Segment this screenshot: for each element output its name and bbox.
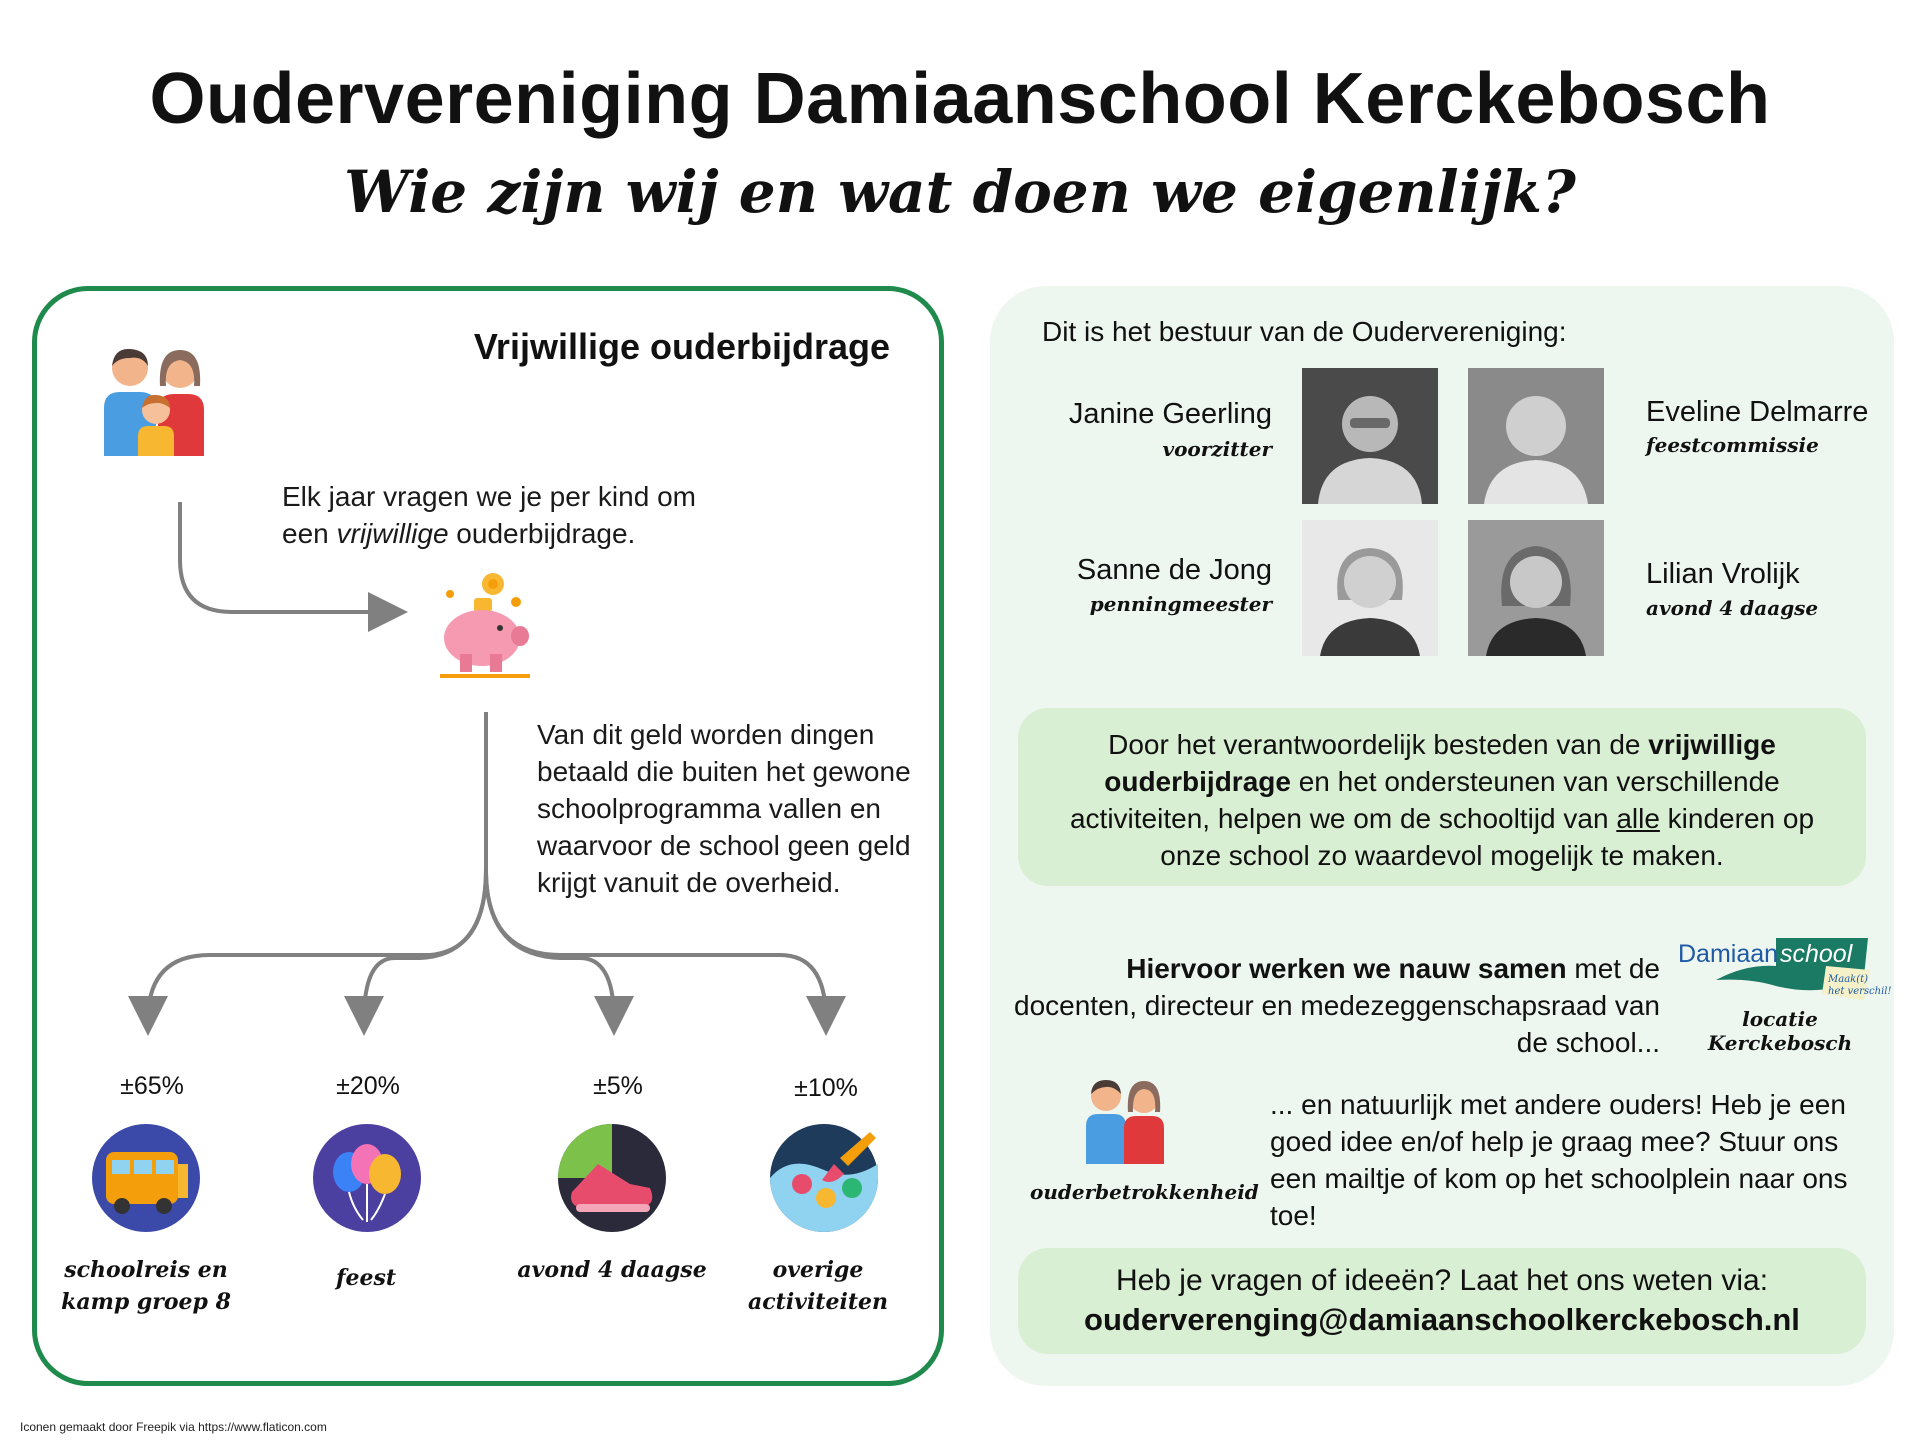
collaboration-bold: Hiervoor werken we nauw samen <box>1126 953 1567 984</box>
category-label-avond4daagse <box>512 1254 712 1286</box>
contact-email-link[interactable]: ouderverenging@damiaanschoolkerckebosch.nl <box>1084 1302 1800 1337</box>
member-name: Sanne de Jong <box>1076 554 1272 586</box>
member-photo-avatar <box>1468 368 1604 504</box>
category-label-schoolreis <box>46 1254 246 1318</box>
member-name: Janine Geerling <box>1068 398 1272 430</box>
intro-text: een <box>282 518 337 549</box>
category-label-line: avond 4 daagse <box>517 1257 707 1283</box>
page-subtitle: Wie zijn wij en wat doen we eigenlijk? <box>344 158 1576 226</box>
member-photo-avatar <box>1302 520 1438 656</box>
intro-emphasis: vrijwillige <box>336 518 449 549</box>
ouderbijdrage-title: Vrijwillige ouderbijdrage <box>473 326 890 367</box>
category-percent: ±20% <box>336 1072 400 1100</box>
category-label-line: schoolreis en <box>64 1257 228 1283</box>
member-photo-avatar <box>1302 368 1438 504</box>
logo-tagline-1: Maak(t) <box>1828 974 1869 985</box>
category-label-line: feest <box>335 1265 396 1291</box>
collaboration-text <box>1000 950 1660 1061</box>
ouderbijdrage-description: Van dit geld worden dingen betaald die buiten het gewone schoolprogramma vallen en waarvoor de school geen geld krijgt vanuit de overheid. <box>537 719 911 898</box>
mission-text-underline: alle <box>1616 803 1660 834</box>
category-label-line: overige <box>772 1257 864 1283</box>
member-name: Lilian Vrolijk <box>1646 558 1800 590</box>
icon-credits: Iconen gemaakt door Freepik via https://www.flaticon.com <box>20 1420 327 1434</box>
member-role: penningmeester <box>1089 592 1272 616</box>
category-percent: ±5% <box>593 1072 643 1100</box>
member-photo-avatar <box>1468 520 1604 656</box>
member-role: voorzitter <box>1162 437 1272 461</box>
parents-text: ... en natuurlijk met andere ouders! Heb je een goed idee en/of help je graag mee? Stuur ons een mailtje of kom op het schoolplein naar ons toe! <box>1270 1089 1848 1231</box>
category-percent: ±10% <box>794 1074 858 1102</box>
board-heading: Dit is het bestuur van de Oudervereniging: <box>1042 316 1567 347</box>
mission-text-part: en het ondersteunen van verschillende activiteiten, helpen we om de schooltijd van <box>1069 766 1780 834</box>
mission-text-part: kinderen op onze school zo waardevol mogelijk te maken. <box>1160 803 1815 871</box>
intro-line-1: Elk jaar vragen we je per kind om <box>282 481 696 512</box>
page-title: Oudervereniging Damiaanschool Kerckebosch <box>149 59 1771 139</box>
category-percent: ±65% <box>120 1072 184 1100</box>
intro-text-end: ouderbijdrage. <box>448 518 636 549</box>
logo-word-2: school <box>1780 940 1853 968</box>
paint-palette-icon <box>770 1124 878 1232</box>
logo-tagline-2: het verschil! <box>1828 986 1892 997</box>
mission-text-part: Door het verantwoordelijk besteden van de <box>1108 729 1649 760</box>
category-label-feest <box>266 1262 466 1294</box>
logo-word-1: Damiaan <box>1678 940 1779 968</box>
parents-caption: ouderbetrokkenheid <box>1030 1180 1259 1204</box>
category-label-line: kamp groep 8 <box>61 1289 231 1315</box>
school-bus-icon <box>92 1124 200 1232</box>
balloons-icon <box>313 1124 421 1232</box>
member-role: feestcommissie <box>1646 433 1819 457</box>
category-label-overige <box>718 1254 918 1318</box>
member-name: Eveline Delmarre <box>1646 396 1869 428</box>
sneaker-icon <box>558 1124 666 1232</box>
mission-text-bold: vrijwillige ouderbijdrage <box>1104 729 1776 797</box>
damiaanschool-logo <box>1676 936 1892 1006</box>
mission-text <box>1038 726 1846 874</box>
member-role: avond 4 daagse <box>1646 596 1819 620</box>
collaboration-rest: met de docenten, directeur en medezeggenschapsraad van de school... <box>1014 953 1660 1058</box>
piggy-bank-icon <box>436 570 536 682</box>
parents-icon <box>1082 1078 1168 1166</box>
contact-line: Heb je vragen of ideeën? Laat het ons weten via: <box>1115 1264 1769 1297</box>
category-label-line: activiteiten <box>748 1289 888 1315</box>
logo-caption: locatie Kerckebosch <box>1707 1007 1853 1055</box>
